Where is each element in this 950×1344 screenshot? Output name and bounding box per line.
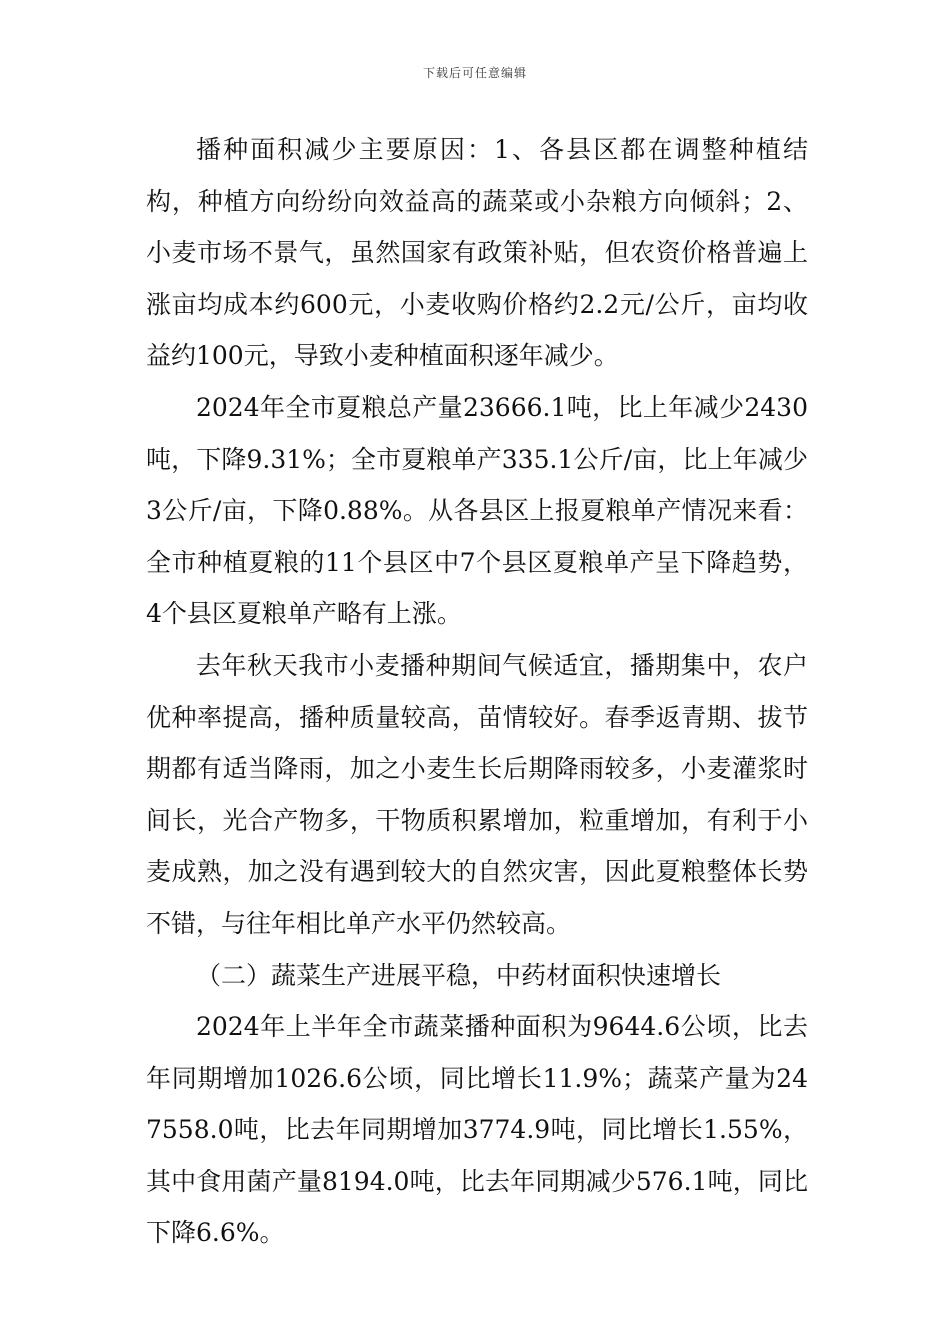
header-note: 下载后可任意编辑 [422,66,527,80]
paragraph-summer-grain-output: 2024年全市夏粮总产量23666.1吨，比上年减少2430吨，下降9.31%；全市夏粮单产335.1公斤/亩，比上年减少3公斤/亩，下降0.88%。从各县区上报夏粮单产情况来看：全市种植夏粮的11个县区中7个县区夏粮单产呈下降趋势，4个县区夏粮单产略有上涨。 [146,392,808,629]
paragraph-reasons: 播种面积减少主要原因：1、各县区都在调整种植结构，种植方向纷纷向效益高的蔬菜或小杂粮方向倾斜；2、小麦市场不景气，虽然国家有政策补贴，但农资价格普遍上涨亩均成本约600元，小麦收购价格约2.2元/公斤，亩均收益约100元，导致小麦种植面积逐年减少。 [146,135,808,371]
document-body [146,124,808,1259]
section-heading-vegetables: （二）蔬菜生产进展平稳，中药材面积快速增长 [196,960,722,990]
paragraph-vegetable-production: 2024年上半年全市蔬菜播种面积为9644.6公顷，比去年同期增加1026.6公顷，同比增长11.9%；蔬菜产量为247558.0吨，比去年同期增加3774.9吨，同比增长1.55%，其中食用菌产量8194.0吨，比去年同期减少576.1吨，同比下降6.6%。 [146,1012,808,1248]
paragraph-wheat-conditions: 去年秋天我市小麦播种期间气候适宜，播期集中，农户优种率提高，播种质量较高，苗情较好。春季返青期、拔节期都有适当降雨，加之小麦生长后期降雨较多，小麦灌浆时间长，光合产物多，干物质积累增加，粒重增加，有利于小麦成熟，加之没有遇到较大的自然灾害，因此夏粮整体长势不错，与往年相比单产水平仍然较高。 [146,650,808,938]
